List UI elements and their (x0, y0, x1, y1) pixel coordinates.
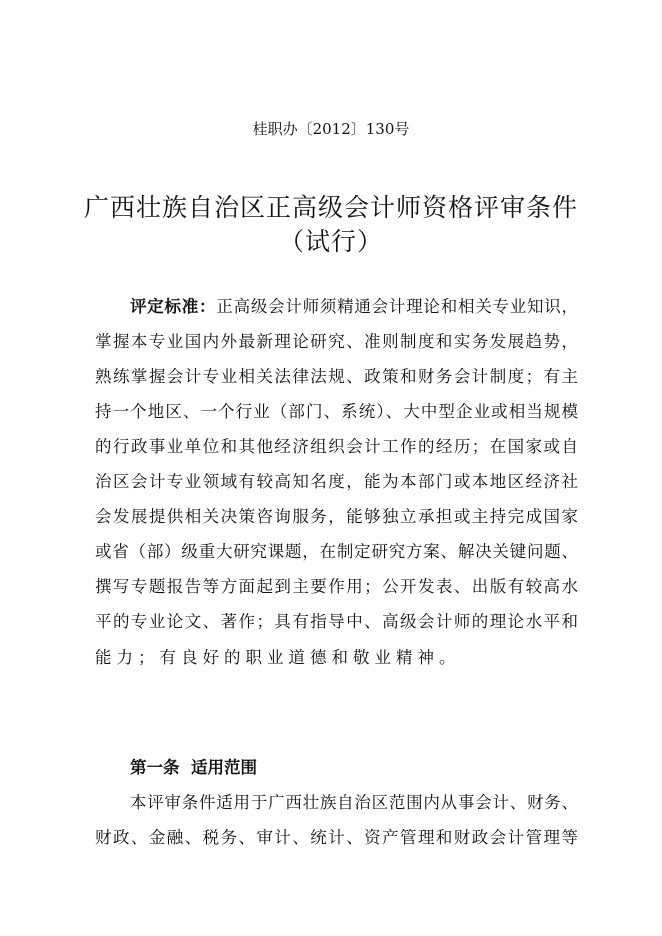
criteria-line: 撰写专题报告等方面起到主要作用；公开发表、出版有较高水 (95, 577, 578, 596)
criteria-line: 掌握本专业国内外最新理论研究、准则制度和实务发展趋势， (95, 332, 578, 351)
criteria-line: 能力；有良好的职业道德和敬业精神。 (95, 648, 461, 667)
criteria-line: 的行政事业单位和其他经济组织会计工作的经历；在国家或自 (95, 437, 578, 456)
criteria-line: 评定标准：正高级会计师须精通会计理论和相关专业知识， (130, 297, 579, 316)
criteria-line: 熟练掌握会计专业相关法律法规、政策和财务会计制度；有主 (95, 367, 578, 386)
document-subtitle: （试行） (278, 227, 383, 256)
document-title: 广西壮族自治区正高级会计师资格评审条件 (83, 193, 578, 222)
document-number: 桂职办〔2012〕130号 (252, 120, 410, 138)
criteria-line: 平的专业论文、著作；具有指导中、高级会计师的理论水平和 (95, 612, 578, 631)
criteria-line: 或省（部）级重大研究课题，在制定研究方案、解决关键问题、 (95, 542, 578, 561)
article-1-line: 本评审条件适用于广西壮族自治区范围内从事会计、财务、 (130, 793, 578, 812)
article-1-line: 财政、金融、税务、审计、统计、资产管理和财政会计管理等 (95, 828, 578, 847)
criteria-line: 会发展提供相关决策咨询服务，能够独立承担或主持完成国家 (95, 507, 578, 526)
criteria-line: 持一个地区、一个行业（部门、系统）、大中型企业或相当规模 (95, 402, 578, 421)
criteria-label: 评定标准： (130, 297, 217, 316)
criteria-line: 治区会计专业领域有较高知名度，能为本部门或本地区经济社 (95, 472, 578, 491)
article-1-heading: 第一条 适用范围 (130, 758, 257, 777)
